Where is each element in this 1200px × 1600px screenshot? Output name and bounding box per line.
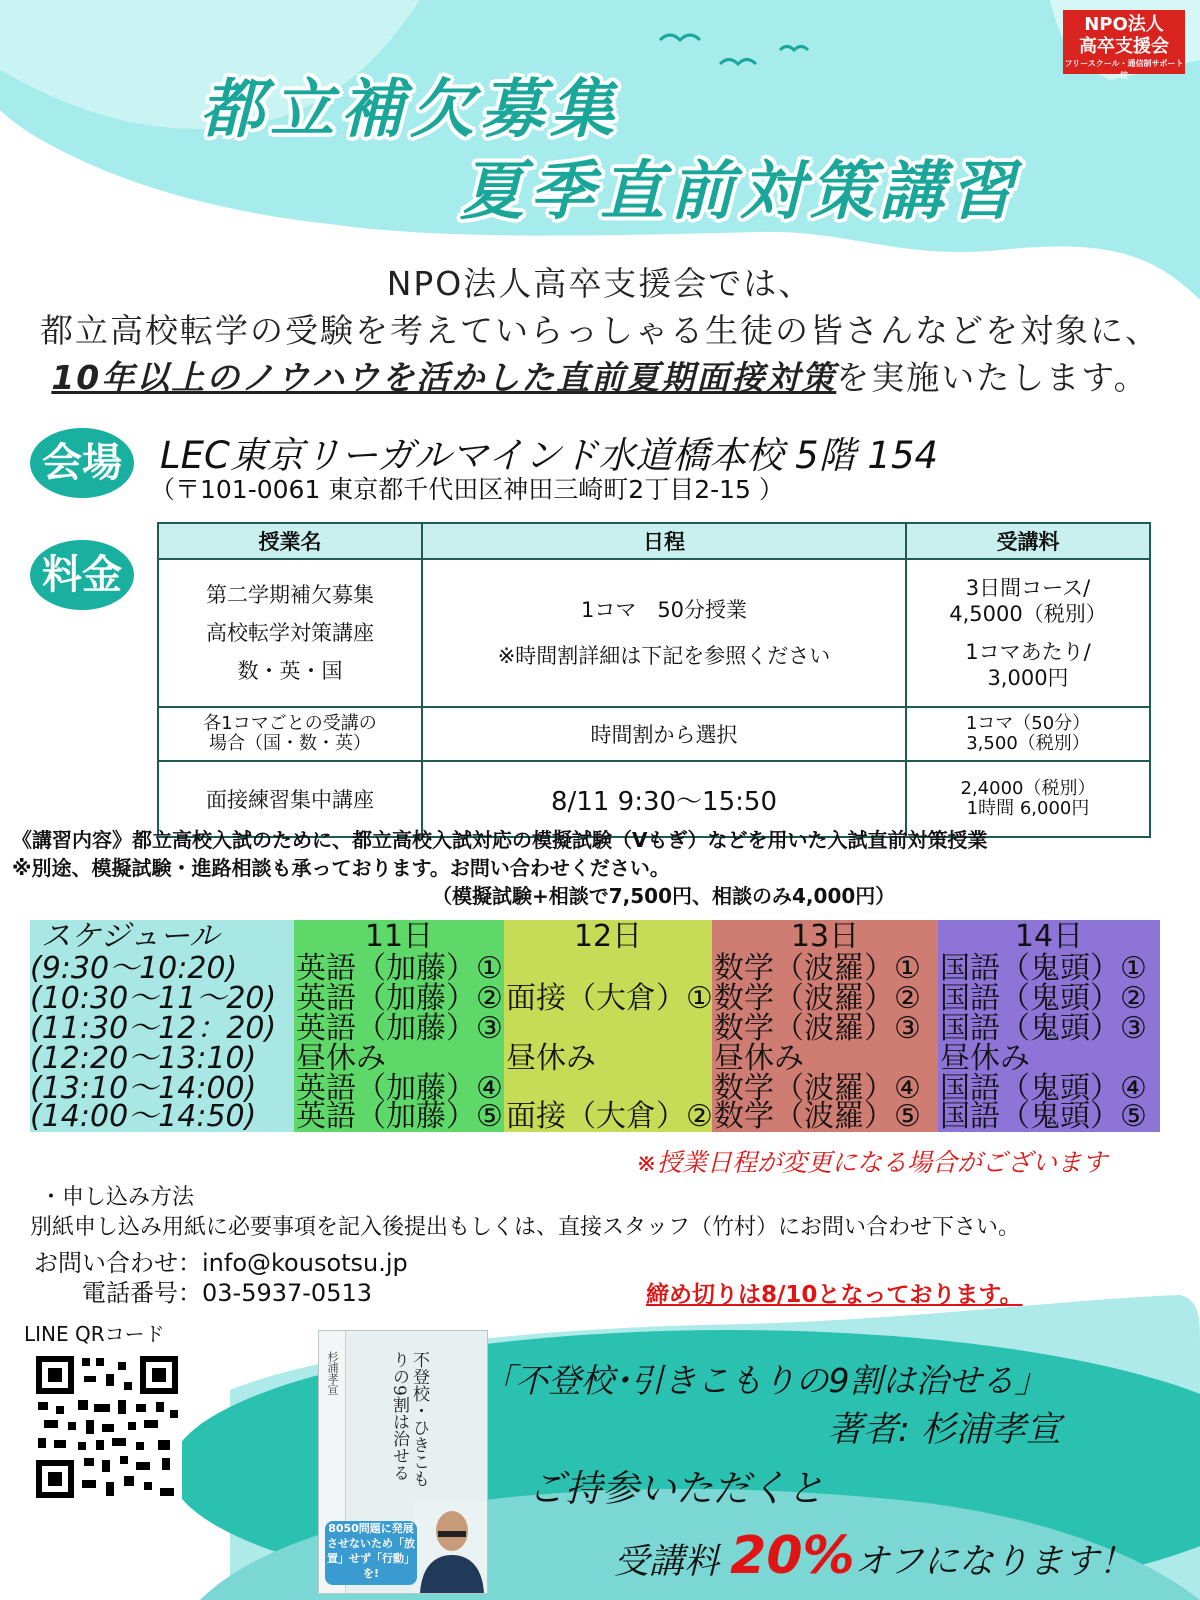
schedule-slot: 数学（波羅）①: [714, 951, 921, 986]
fees-header-row: [158, 523, 1150, 559]
course-name: 面接練習集中講座: [206, 788, 374, 812]
schedule-slot: 国語（鬼頭）③: [940, 1011, 1147, 1046]
deadline-note: 締め切りは8/10となっております。: [646, 1282, 1023, 1308]
logo-line1: NPO法人: [1084, 14, 1164, 35]
fees-cell: [158, 707, 422, 761]
fees-cell: [422, 707, 906, 761]
schedule-slot: 英語（加藤）④: [296, 1071, 503, 1106]
schedule-slot: 数学（波羅）③: [714, 1011, 921, 1046]
course-price: 1コマ（50分）: [965, 713, 1091, 734]
schedule-change-note: ※授業日程が変更になる場合がございます: [636, 1148, 1107, 1177]
schedule-time: (10:30〜11〜20): [30, 981, 277, 1016]
course-price: 1時間 6,000円: [966, 798, 1090, 819]
promo-discount-value: 20%: [730, 1526, 855, 1586]
schedule-header: 14日: [1014, 919, 1084, 954]
schedule-header: スケジュール: [40, 919, 220, 954]
contact-phone: 電話番号：03-5937-0513: [82, 1279, 373, 1307]
promo-book-title: 「不登校･引きこもりの9割は治せる」: [482, 1361, 1048, 1400]
venue-badge: 会場: [30, 428, 134, 498]
author-photo: [414, 1501, 486, 1593]
fees-badge: 料金: [30, 540, 134, 610]
schedule-slot: 昼休み: [940, 1041, 1030, 1076]
intro-line2: 都立高校転学の受験を考えていらっしゃる生徒の皆さんなどを対象に、: [40, 311, 1160, 350]
schedule-slot: 面接（大倉）①: [506, 981, 713, 1016]
schedule-slot: 数学（波羅）⑤: [714, 1099, 921, 1134]
course-name: 第二学期補欠募集: [206, 583, 374, 607]
book-cover-badge: 8050問題に発展させないため「放置」せず「行動」を!: [325, 1521, 417, 1585]
course-name: 数・英・国: [237, 659, 343, 683]
schedule-table: [30, 920, 1160, 1132]
schedule-slot: 国語（鬼頭）①: [940, 951, 1147, 986]
schedule-slot: 国語（鬼頭）②: [940, 981, 1147, 1016]
schedule-time: (13:10〜14:00): [30, 1071, 257, 1106]
course-schedule: 8/11 9:30〜15:50: [551, 786, 777, 817]
schedule-time: (14:00〜14:50): [30, 1099, 257, 1134]
course-name: 高校転学対策講座: [206, 621, 374, 645]
fees-cell: [906, 707, 1150, 761]
logo-line2: 高卒支援会: [1079, 36, 1169, 57]
promo-fee-label: 受講料: [614, 1542, 720, 1582]
schedule-slot: 面接（大倉）②: [506, 1099, 713, 1134]
promo-author: 著者: 杉浦孝宣: [828, 1410, 1061, 1450]
extra-prices-note: （模擬試験+相談で7,500円、相談のみ4,000円）: [432, 884, 896, 908]
schedule-time: (9:30〜10:20): [30, 951, 238, 986]
promo-off-text: オフになります！: [854, 1542, 1134, 1582]
schedule-time: (11:30〜12：20): [30, 1011, 277, 1046]
fees-header: 授業名: [158, 523, 422, 559]
author-portrait-icon: [414, 1501, 486, 1593]
course-price: 4,5000（税別）: [949, 602, 1107, 626]
schedule-slot: 国語（鬼頭）④: [940, 1071, 1147, 1106]
course-price: 2,4000（税別）: [960, 778, 1096, 799]
course-price: 1コマあたり/: [965, 640, 1091, 664]
promo-discount-line: [614, 1526, 1134, 1586]
apply-text: 別紙申し込み用紙に必要事項を記入後提出もしくは、直接スタッフ（竹村）にお問い合わせ下さい。: [30, 1215, 1021, 1240]
venue-name: LEC東京リーガルマインド水道橋本校 5階 154: [160, 434, 939, 477]
fees-cell: [906, 559, 1150, 707]
course-content-note: 《講習内容》都立高校入試のために、都立高校入試対応の模擬試験（Vもぎ）などを用いた入試直前対策授業: [12, 828, 988, 852]
schedule-slot: 国語（鬼頭）⑤: [940, 1099, 1147, 1134]
schedule-slot: 昼休み: [296, 1041, 386, 1076]
schedule-header: 11日: [364, 919, 434, 954]
schedule-slot: 英語（加藤）①: [296, 951, 503, 986]
course-name: 場合（国・数・英）: [209, 733, 371, 754]
schedule-slot: 英語（加藤）⑤: [296, 1099, 503, 1134]
schedule-slot: 英語（加藤）③: [296, 1011, 503, 1046]
schedule-slot: 英語（加藤）②: [296, 981, 503, 1016]
logo-line3: フリースクール・通信制サポート校: [1064, 59, 1184, 80]
promo-bring-note: ご持参いただくと: [528, 1467, 824, 1510]
book-cover-title: 不登校・ひきこもりの9割は治せる: [389, 1351, 429, 1487]
course-price: 3,000円: [987, 666, 1069, 690]
schedule-header: 13日: [790, 919, 860, 954]
book-cover-author: 杉浦孝宣: [326, 1351, 339, 1395]
schedule-header: 12日: [573, 919, 643, 954]
course-schedule: ※時間割詳細は下記を参照ください: [497, 644, 831, 668]
qr-code-icon: [32, 1352, 182, 1502]
schedule-slot: 昼休み: [506, 1041, 596, 1076]
npo-logo: [1063, 10, 1185, 80]
course-price: 3,500（税別）: [966, 733, 1090, 754]
schedule-slot: 昼休み: [714, 1041, 804, 1076]
contact-email: お問い合わせ：info@kousotsu.jp: [34, 1249, 408, 1277]
fees-cell: [158, 559, 422, 707]
schedule-slot: 数学（波羅）④: [714, 1071, 921, 1106]
fees-row: [158, 707, 1150, 761]
qr-label: LINE QRコード: [24, 1322, 165, 1346]
fees-table: [157, 522, 1151, 838]
intro-rest: を実施いたします。: [836, 358, 1149, 397]
schedule-time: (12:20〜13:10): [30, 1041, 257, 1076]
fees-header: 日程: [422, 523, 906, 559]
course-price: 3日間コース/: [965, 576, 1091, 600]
fees-row: [158, 559, 1150, 707]
intro-emphasis: 10年以上のノウハウを活かした直前夏期面接対策: [51, 358, 837, 397]
course-schedule: 1コマ 50分授業: [580, 598, 748, 622]
page-title-line2: 夏季直前対策講習: [460, 155, 1020, 229]
apply-heading: ・申し込み方法: [40, 1185, 195, 1210]
course-name: 各1コマごとの受講の: [203, 713, 377, 734]
line-qr-code[interactable]: [32, 1352, 182, 1502]
page-title-line1: 都立補欠募集: [200, 73, 620, 147]
schedule-slot: 数学（波羅）②: [714, 981, 921, 1016]
book-cover-image: [318, 1330, 488, 1594]
intro-line3: [0, 352, 1200, 399]
fees-header: 受講料: [906, 523, 1150, 559]
intro-line1: NPO法人高卒支援会では、: [386, 264, 814, 303]
fees-cell: [422, 559, 906, 707]
extra-services-note: ※別途、模擬試験・進路相談も承っております。お問い合わせください。: [12, 856, 670, 880]
course-schedule: 時間割から選択: [590, 723, 738, 747]
venue-address: （〒101-0061 東京都千代田区神田三崎町2丁目2-15 ）: [150, 475, 784, 504]
